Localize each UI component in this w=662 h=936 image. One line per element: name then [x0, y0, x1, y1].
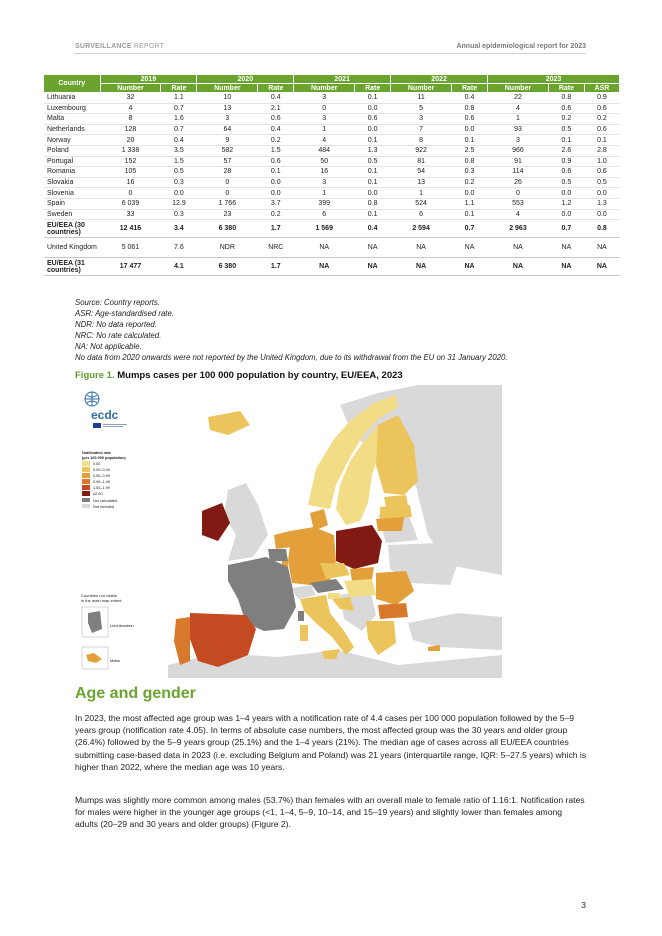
- cell-value: 93: [488, 124, 549, 135]
- table-body: [44, 93, 620, 276]
- cell-value: 1 766: [197, 198, 258, 209]
- legend-swatch: [82, 467, 90, 472]
- cell-value: 0.2: [258, 135, 294, 146]
- cell-value: 6 380: [197, 258, 258, 276]
- col-number: Number: [391, 84, 452, 93]
- cell-value: 0.6: [548, 167, 584, 178]
- cell-value: 5: [391, 103, 452, 114]
- cell-value: 0.7: [161, 103, 197, 114]
- section-title: Age and gender: [75, 685, 196, 702]
- cell-value: 20: [100, 135, 161, 146]
- cell-value: 553: [488, 198, 549, 209]
- paragraph-age: In 2023, the most affected age group was 1–4 years with a notification rate of 4.4 cases per 100 000 population followed by the 5–9 years group (notification rate 4.05). In terms of absolute case numbers, the most affected group was the 30 years and older group (26.4%) followed by the 5–9 years group (25.1%) and the 1–4 years (21%). The median age of cases across all EU/EEA countries submitting case-based data in 2023 (i.e. excluding Belgium and Poland) was 21 years (interquartile range, IQR: 5–27.5 years) which is higher than 2022, where the median age was 10 years.: [75, 713, 587, 772]
- cell-value: 0.4: [452, 93, 488, 104]
- cell-country: Luxembourg: [44, 103, 100, 114]
- cell-value: 1: [488, 114, 549, 125]
- cell-value: 1.2: [548, 198, 584, 209]
- cell-value: 64: [197, 124, 258, 135]
- note-asr: ASR: Age-standardised rate.: [75, 309, 174, 318]
- page-number: 3: [581, 900, 586, 910]
- col-year-2019: 2019: [100, 75, 197, 84]
- cell-value: 0.5: [548, 124, 584, 135]
- cell-value: 0.0: [548, 188, 584, 199]
- cell-value: 10: [197, 93, 258, 104]
- cell-value: NA: [488, 258, 549, 276]
- ecdc-logo: [80, 387, 134, 431]
- cell-value: 1.3: [355, 145, 391, 156]
- cell-value: 0.0: [452, 188, 488, 199]
- cell-value: 0.5: [355, 156, 391, 167]
- inset-label-malta: Malta: [110, 658, 120, 663]
- col-year-2023: 2023: [488, 75, 620, 84]
- cell-value: 2.8: [584, 145, 619, 156]
- legend-item: [82, 504, 126, 510]
- cell-country: United Kingdom: [44, 238, 100, 258]
- col-rate: Rate: [258, 84, 294, 93]
- col-number: Number: [488, 84, 549, 93]
- header-divider: [75, 53, 586, 54]
- col-asr: ASR: [584, 84, 619, 93]
- cell-value: 0.0: [161, 188, 197, 199]
- cell-value: 0.0: [355, 188, 391, 199]
- cell-value: 399: [294, 198, 355, 209]
- cell-value: NA: [391, 258, 452, 276]
- legend-label: 0.00: [93, 462, 101, 466]
- cell-value: 0: [488, 188, 549, 199]
- cell-value: 0.6: [355, 114, 391, 125]
- cell-value: NA: [548, 238, 584, 258]
- cell-value: 13: [391, 177, 452, 188]
- cell-value: 0: [197, 177, 258, 188]
- legend-swatch: [82, 491, 90, 496]
- cell-value: 0.6: [548, 103, 584, 114]
- cell-value: 1.3: [584, 198, 619, 209]
- col-number: Number: [294, 84, 355, 93]
- cell-value: 0.9: [548, 156, 584, 167]
- cell-value: 4: [294, 135, 355, 146]
- cell-country: Norway: [44, 135, 100, 146]
- cell-value: 50: [294, 156, 355, 167]
- cell-value: 105: [100, 167, 161, 178]
- note-uk: No data from 2020 onwards were not reported by the United Kingdom, due to its withdrawal from the EU on 31 January 2020.: [75, 353, 508, 362]
- table-header-row: [44, 75, 620, 84]
- cell-value: NA: [294, 238, 355, 258]
- cell-country: Netherlands: [44, 124, 100, 135]
- cell-value: 6: [391, 209, 452, 220]
- cell-value: NA: [584, 238, 619, 258]
- logo-wordmark: ecdc: [91, 408, 119, 422]
- cell-value: NA: [391, 238, 452, 258]
- cell-value: 0.6: [452, 114, 488, 125]
- eu-flag-icon: [93, 423, 101, 428]
- cell-value: 1.1: [161, 93, 197, 104]
- cell-value: NA: [355, 258, 391, 276]
- cell-country: Portugal: [44, 156, 100, 167]
- cell-value: 0: [294, 103, 355, 114]
- cell-value: 114: [488, 167, 549, 178]
- col-number: Number: [197, 84, 258, 93]
- cell-value: 1: [391, 188, 452, 199]
- cell-value: NRC: [258, 238, 294, 258]
- cell-value: 1.5: [161, 156, 197, 167]
- col-rate: Rate: [161, 84, 197, 93]
- cell-value: 0.0: [584, 188, 619, 199]
- cell-value: 1: [294, 188, 355, 199]
- map-svg: [78, 385, 502, 678]
- cell-value: 1.7: [258, 220, 294, 238]
- cell-value: 0.4: [258, 93, 294, 104]
- cell-value: 0.1: [355, 177, 391, 188]
- note-source: Source: Country reports.: [75, 298, 160, 307]
- cell-value: 0.1: [452, 209, 488, 220]
- cell-value: 0.4: [355, 220, 391, 238]
- cell-value: 0.1: [355, 135, 391, 146]
- figure-title: [75, 370, 403, 381]
- cell-value: 0.9: [584, 93, 619, 104]
- cell-value: 0.5: [584, 177, 619, 188]
- cell-value: 524: [391, 198, 452, 209]
- legend-swatch: [82, 461, 90, 466]
- cell-value: 0.8: [584, 220, 619, 238]
- cell-value: 0.1: [584, 135, 619, 146]
- cell-value: 4: [100, 103, 161, 114]
- legend-swatch: [82, 479, 90, 484]
- table-row: [44, 198, 620, 209]
- cell-value: 128: [100, 124, 161, 135]
- cell-value: 1: [294, 124, 355, 135]
- cell-value: 12.9: [161, 198, 197, 209]
- cell-value: 91: [488, 156, 549, 167]
- cell-value: 5 061: [100, 238, 161, 258]
- cell-value: 0.1: [452, 135, 488, 146]
- col-rate: Rate: [355, 84, 391, 93]
- europe-choropleth-map: [78, 385, 502, 678]
- cell-country: Romania: [44, 167, 100, 178]
- cell-value: 0.1: [355, 167, 391, 178]
- country-belgium: [268, 549, 288, 561]
- table-row: [44, 188, 620, 199]
- cell-value: 3: [294, 177, 355, 188]
- cell-country: Slovakia: [44, 177, 100, 188]
- cell-value: NA: [355, 238, 391, 258]
- cell-value: 0.0: [548, 209, 584, 220]
- country-estonia: [384, 495, 408, 507]
- legend-label: 0.99–1.49: [93, 480, 110, 485]
- note-ndr: NDR: No data reported.: [75, 320, 157, 329]
- cell-country: EU/EEA (30 countries): [44, 220, 100, 238]
- cell-value: 17 477: [100, 258, 161, 276]
- cell-value: 0.2: [452, 177, 488, 188]
- country-lithuania: [376, 517, 404, 531]
- legend-label: 0.50–0.99: [93, 474, 110, 479]
- cell-value: 0.7: [452, 220, 488, 238]
- cell-value: 0.5: [548, 177, 584, 188]
- cell-value: 0.1: [548, 135, 584, 146]
- cell-value: 0.3: [161, 209, 197, 220]
- table-row: [44, 103, 620, 114]
- country-poland: [336, 525, 382, 569]
- legend-items: [82, 461, 126, 510]
- cell-value: 11: [391, 93, 452, 104]
- col-rate: Rate: [548, 84, 584, 93]
- series-label: SURVEILLANCE: [75, 43, 132, 50]
- cell-country: Poland: [44, 145, 100, 156]
- cell-value: 0.2: [584, 114, 619, 125]
- cell-value: 6 380: [197, 220, 258, 238]
- legend-label: Not included: [93, 504, 115, 509]
- paragraph-gender: Mumps was slightly more common among males (53.7%) than females with an overall male to female ratio of 1.16:1. Notification rates for males were higher in the younger age groups (<1, 1–4, 5–9, 10–14, and 15–19 years) and slightly lower than females among adults (20–29 and 30 years and older groups) (Figure 2).: [75, 795, 585, 830]
- cell-value: 0.1: [355, 93, 391, 104]
- cell-value: 54: [391, 167, 452, 178]
- cell-value: 0.7: [548, 220, 584, 238]
- cell-value: 2 963: [488, 220, 549, 238]
- cell-value: 0.0: [258, 188, 294, 199]
- cell-value: 22: [488, 93, 549, 104]
- cell-value: 8: [391, 135, 452, 146]
- cell-value: 23: [197, 209, 258, 220]
- cell-value: 0.5: [161, 167, 197, 178]
- cell-value: 0.1: [355, 209, 391, 220]
- cell-value: 3.7: [258, 198, 294, 209]
- col-number: Number: [100, 84, 161, 93]
- legend-title: Notification rate: [82, 451, 111, 455]
- table-row: [44, 156, 620, 167]
- cell-value: 152: [100, 156, 161, 167]
- cell-value: 2 594: [391, 220, 452, 238]
- cell-value: NA: [294, 258, 355, 276]
- cell-value: 0.4: [161, 135, 197, 146]
- legend-label: 0.00–0.49: [93, 468, 110, 473]
- legend-label: 1.50–1.99: [93, 486, 110, 491]
- note-nrc: NRC: No rate calculated.: [75, 331, 162, 340]
- col-year-2021: 2021: [294, 75, 391, 84]
- cell-value: 8: [100, 114, 161, 125]
- cell-value: NDR: [197, 238, 258, 258]
- cell-value: 7.6: [161, 238, 197, 258]
- cell-value: 0.6: [584, 124, 619, 135]
- cell-value: 12 416: [100, 220, 161, 238]
- report-title: Annual epidemiological report for 2023: [456, 43, 586, 50]
- cell-value: 81: [391, 156, 452, 167]
- cell-value: 2.5: [452, 145, 488, 156]
- inset-title: [81, 593, 121, 603]
- legend-label: Not calculated: [93, 498, 118, 503]
- cell-country: Malta: [44, 114, 100, 125]
- series-label-thin: REPORT: [133, 43, 165, 50]
- legend-swatch: [82, 473, 90, 478]
- country-corsica: [298, 611, 304, 621]
- table-row: [44, 258, 620, 276]
- cell-value: 57: [197, 156, 258, 167]
- table-row: [44, 135, 620, 146]
- cell-value: 1 338: [100, 145, 161, 156]
- cell-country: Spain: [44, 198, 100, 209]
- cell-value: 582: [197, 145, 258, 156]
- cell-value: 0: [197, 188, 258, 199]
- report-series: [75, 43, 164, 50]
- cell-value: 28: [197, 167, 258, 178]
- cell-value: 0.0: [355, 124, 391, 135]
- cell-value: 3: [294, 114, 355, 125]
- cell-value: 922: [391, 145, 452, 156]
- cell-value: 0.3: [452, 167, 488, 178]
- cell-value: 0.4: [258, 124, 294, 135]
- map-legend: [82, 451, 126, 510]
- cell-value: 966: [488, 145, 549, 156]
- cell-country: Slovenia: [44, 188, 100, 199]
- cell-value: 16: [294, 167, 355, 178]
- cell-value: 3.4: [161, 220, 197, 238]
- cell-value: 1 569: [294, 220, 355, 238]
- note-na: NA: Not applicable.: [75, 342, 142, 351]
- cell-value: 1.0: [584, 156, 619, 167]
- cell-value: 0.0: [258, 177, 294, 188]
- cell-value: 3: [197, 114, 258, 125]
- cell-country: Sweden: [44, 209, 100, 220]
- cell-value: 1.1: [452, 198, 488, 209]
- cell-value: 3: [294, 93, 355, 104]
- table-row: [44, 238, 620, 258]
- table-subheader-row: [44, 84, 620, 93]
- legend-label: ≥2.00: [93, 492, 103, 497]
- cell-value: 33: [100, 209, 161, 220]
- table-row: [44, 177, 620, 188]
- country-italy-sardinia: [300, 625, 308, 641]
- table-row: [44, 93, 620, 104]
- col-country: Country: [44, 75, 100, 93]
- cell-country: Lithuania: [44, 93, 100, 104]
- cell-value: 0.8: [452, 103, 488, 114]
- cell-value: 0.6: [584, 103, 619, 114]
- table-notes: [75, 297, 508, 363]
- cell-value: 0: [100, 188, 161, 199]
- cell-value: 4: [488, 103, 549, 114]
- table-row: [44, 124, 620, 135]
- cell-value: 3: [488, 135, 549, 146]
- cell-value: 0.7: [161, 124, 197, 135]
- country-latvia: [380, 505, 412, 519]
- legend-swatch: [82, 504, 90, 509]
- cell-value: 4: [488, 209, 549, 220]
- cell-value: 9: [197, 135, 258, 146]
- cell-value: 0.2: [548, 114, 584, 125]
- cell-value: 3.5: [161, 145, 197, 156]
- table-row: [44, 220, 620, 238]
- cell-value: 0.1: [258, 167, 294, 178]
- legend-subtitle: (per 100 000 population): [82, 456, 126, 460]
- table-row: [44, 114, 620, 125]
- cell-value: 7: [391, 124, 452, 135]
- cell-value: 6: [294, 209, 355, 220]
- legend-swatch: [82, 485, 90, 490]
- country-bulgaria: [378, 603, 408, 619]
- cell-value: 32: [100, 93, 161, 104]
- cell-value: 13: [197, 103, 258, 114]
- cell-country: EU/EEA (31 countries): [44, 258, 100, 276]
- cell-value: 0.6: [258, 114, 294, 125]
- col-year-2020: 2020: [197, 75, 294, 84]
- cell-value: NA: [584, 258, 619, 276]
- table-row: [44, 145, 620, 156]
- cell-value: 1.5: [258, 145, 294, 156]
- table-row: [44, 167, 620, 178]
- cell-value: 6 039: [100, 198, 161, 209]
- country-slovenia: [328, 593, 340, 599]
- cell-value: 0.0: [355, 103, 391, 114]
- cell-value: NA: [548, 258, 584, 276]
- cell-value: 0.0: [452, 124, 488, 135]
- cell-value: 26: [488, 177, 549, 188]
- cell-value: 2.6: [548, 145, 584, 156]
- cell-value: 0.8: [452, 156, 488, 167]
- col-rate: Rate: [452, 84, 488, 93]
- cell-value: 0.6: [258, 156, 294, 167]
- cell-value: 0.6: [584, 167, 619, 178]
- figure-caption: Mumps cases per 100 000 population by country, EU/EEA, 2023: [117, 370, 403, 381]
- table-row: [44, 209, 620, 220]
- cell-value: 0.8: [548, 93, 584, 104]
- cell-value: 3: [391, 114, 452, 125]
- figure-label: Figure 1.: [75, 370, 115, 381]
- inset-title-line2: in the main map extent: [81, 598, 122, 603]
- inset-title-line1: Countries not visible: [81, 593, 118, 598]
- cell-value: 1.6: [161, 114, 197, 125]
- cell-value: NA: [452, 258, 488, 276]
- cell-value: 1.7: [258, 258, 294, 276]
- cell-value: 484: [294, 145, 355, 156]
- inset-label-liechtenstein: Liechtenstein: [110, 623, 134, 628]
- cell-value: 2.1: [258, 103, 294, 114]
- cell-value: 0.0: [584, 209, 619, 220]
- cell-value: 0.8: [355, 198, 391, 209]
- cell-value: 4.1: [161, 258, 197, 276]
- legend-swatch: [82, 498, 90, 503]
- cell-value: 0.2: [258, 209, 294, 220]
- cell-value: 0.3: [161, 177, 197, 188]
- cell-value: NA: [452, 238, 488, 258]
- mumps-cases-table: [44, 75, 620, 276]
- cell-value: 16: [100, 177, 161, 188]
- cell-value: NA: [488, 238, 549, 258]
- col-year-2022: 2022: [391, 75, 488, 84]
- country-slovakia: [350, 567, 374, 581]
